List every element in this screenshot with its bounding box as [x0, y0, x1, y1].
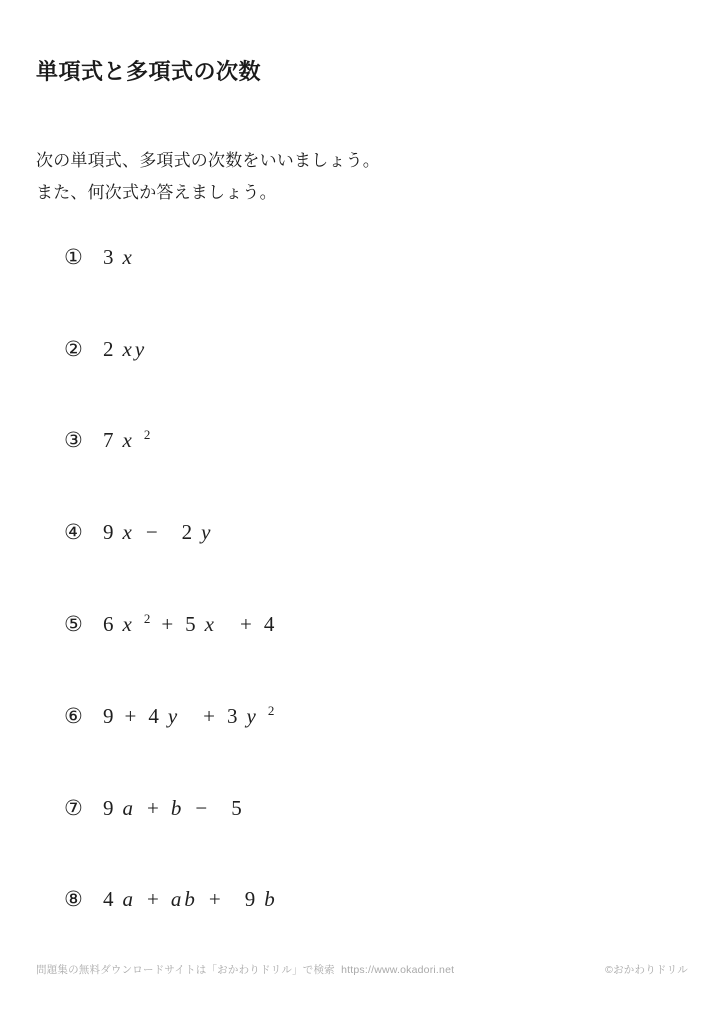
expr-token: +	[208, 886, 221, 911]
expr-token: x	[122, 427, 135, 452]
footer-copyright: ©おかわりドリル	[605, 964, 688, 976]
expr-token: 3	[227, 703, 238, 728]
expr-token: 4	[103, 886, 114, 911]
problem-expression	[103, 886, 287, 911]
expr-token: 2	[143, 426, 151, 442]
expr-token: 3	[103, 244, 114, 269]
problem-expression	[103, 610, 283, 636]
expr-token: 5	[231, 795, 242, 820]
problem-expression	[103, 702, 283, 728]
expr-token: 4	[263, 611, 275, 636]
expr-token: 2	[267, 702, 275, 718]
page-footer	[36, 962, 688, 977]
expr-token: +	[147, 795, 159, 820]
problem-expression	[103, 519, 223, 544]
expr-token: y	[167, 703, 181, 728]
problem-row-3	[64, 425, 159, 455]
expr-token: −	[195, 795, 208, 820]
expr-token: +	[161, 611, 174, 636]
expr-token: ab	[170, 886, 198, 911]
expr-token: y	[201, 519, 214, 544]
instruction-line-1: 次の単項式、多項式の次数をいいましょう。	[36, 151, 380, 170]
expr-token: −	[145, 519, 158, 544]
expr-token: a	[122, 886, 136, 911]
problem-row-6	[64, 701, 283, 731]
expr-token: b	[170, 795, 185, 820]
expr-token: 9	[103, 703, 114, 728]
problem-number: ⑤	[64, 611, 83, 636]
problem-row-4	[64, 517, 223, 547]
expr-token: 6	[103, 611, 114, 636]
expr-token: x	[204, 611, 217, 636]
problem-row-1	[64, 242, 144, 272]
problem-number: ④	[64, 519, 83, 544]
expr-token: y	[246, 703, 259, 728]
expr-token: x	[122, 244, 135, 269]
expr-token: 7	[103, 427, 114, 452]
expr-token: a	[122, 795, 136, 820]
expr-token: +	[203, 703, 216, 728]
expr-token: 5	[185, 611, 196, 636]
problem-row-2	[64, 334, 156, 364]
problem-expression	[103, 244, 144, 269]
page-title: 単項式と多項式の次数	[36, 59, 262, 84]
expr-token: x	[122, 519, 135, 544]
problem-number: ②	[64, 336, 83, 361]
expr-token: 2	[181, 519, 193, 544]
expr-token: 9	[244, 886, 256, 911]
expr-token: x	[122, 611, 135, 636]
expr-token: 2	[143, 610, 151, 626]
expr-token: +	[124, 703, 137, 728]
expr-token: b	[264, 886, 278, 911]
instruction-line-2: また、何次式か答えましょう。	[36, 183, 277, 202]
expr-token: +	[240, 611, 252, 636]
problem-expression	[103, 795, 251, 820]
problem-number: ①	[64, 244, 83, 269]
expr-token: 2	[103, 336, 114, 361]
expr-token: 4	[148, 703, 159, 728]
expr-token: 9	[103, 795, 114, 820]
problem-row-5	[64, 609, 283, 639]
problem-number: ⑦	[64, 795, 83, 820]
expr-token: +	[147, 886, 159, 911]
problem-number: ⑥	[64, 703, 83, 728]
problem-number: ③	[64, 427, 83, 452]
problem-expression	[103, 336, 156, 361]
problem-number: ⑧	[64, 886, 83, 911]
problem-row-8	[64, 884, 287, 914]
problem-expression	[103, 426, 159, 452]
expr-token: xy	[122, 336, 148, 361]
problem-row-7	[64, 793, 251, 823]
expr-token: 9	[103, 519, 114, 544]
footer-site-info: 問題集の無料ダウンロードサイトは「おかわりドリル」で検索 https://www.okadori.net	[36, 964, 455, 976]
